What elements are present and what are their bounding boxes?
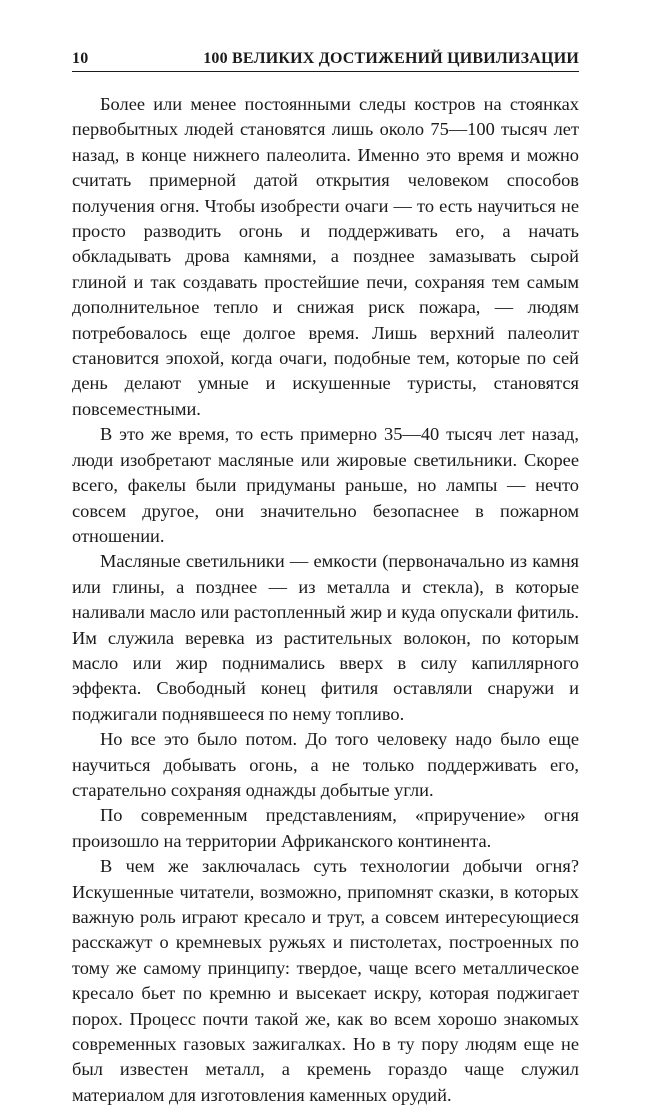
header-divider — [72, 71, 579, 72]
paragraph: Более или менее постоянными следы костров на стоянках первобытных людей становятся лишь около 75—100 тысяч лет назад, в конце нижнего палеолита. Именно это время и можно считать примерной датой открытия человеком способов получения огня. Чтобы изобрести очаги — то есть научиться не просто разводить огонь и поддерживать его, а начать обкладывать дрова камнями, а позднее замазывать сырой глиной и так создавать простейшие печи, сохраняя тем самым дополнительное тепло и снижая риск пожара, — людям потребовалось еще долгое время. Лишь верхний палеолит становится эпохой, когда очаги, подобные тем, которые по сей день делают умные и искушенные туристы, становятся повсеместными. — [72, 94, 579, 419]
paragraph: По современным представлениям, «приручение» огня произошло на территории Африканского континента. — [72, 805, 579, 851]
paragraph: В чем же заключалась суть технологии добычи огня? Искушенные читатели, возможно, припомнят сказки, в которых важную роль играют кресало и трут, а совсем интересующиеся расскажут о кремневых ружьях и пистолетах, построенных по тому же самому принципу: твердое, чаще всего металлическое кресало бьет по кремню и высекает искру, которая поджигает порох. Процесс почти такой же, как во всем хорошо знакомых современных газовых зажигалках. Но в ту пору людям еще не был известен металл, а кремень гораздо чаще служил материалом для изготовления каменных орудий. — [72, 856, 579, 1105]
page-number: 10 — [72, 50, 89, 67]
body-text — [72, 92, 579, 1108]
book-title: 100 ВЕЛИКИХ ДОСТИЖЕНИЙ ЦИВИЛИЗАЦИИ — [203, 50, 579, 67]
paragraph: Масляные светильники — емкости (первоначально из камня или глины, а позднее — из металла и стекла), в которые наливали масло или растопленный жир и куда опускали фитиль. Им служила веревка из растительных волокон, по которым масло или жир поднимались вверх в силу капиллярного эффекта. Свободный конец фитиля оставляли снаружи и поджигали поднявшееся по нему топливо. — [72, 551, 579, 724]
paragraph: В это же время, то есть примерно 35—40 тысяч лет назад, люди изобретают масляные или жировые светильники. Скорее всего, факелы были придуманы раньше, но лампы — нечто совсем другое, они значительно безопаснее в пожарном отношении. — [72, 424, 579, 546]
running-head — [72, 42, 579, 68]
paragraph: Но все это было потом. До того человеку надо было еще научиться добывать огонь, а не только поддерживать его, старательно сохраняя однажды добытые угли. — [72, 729, 579, 800]
